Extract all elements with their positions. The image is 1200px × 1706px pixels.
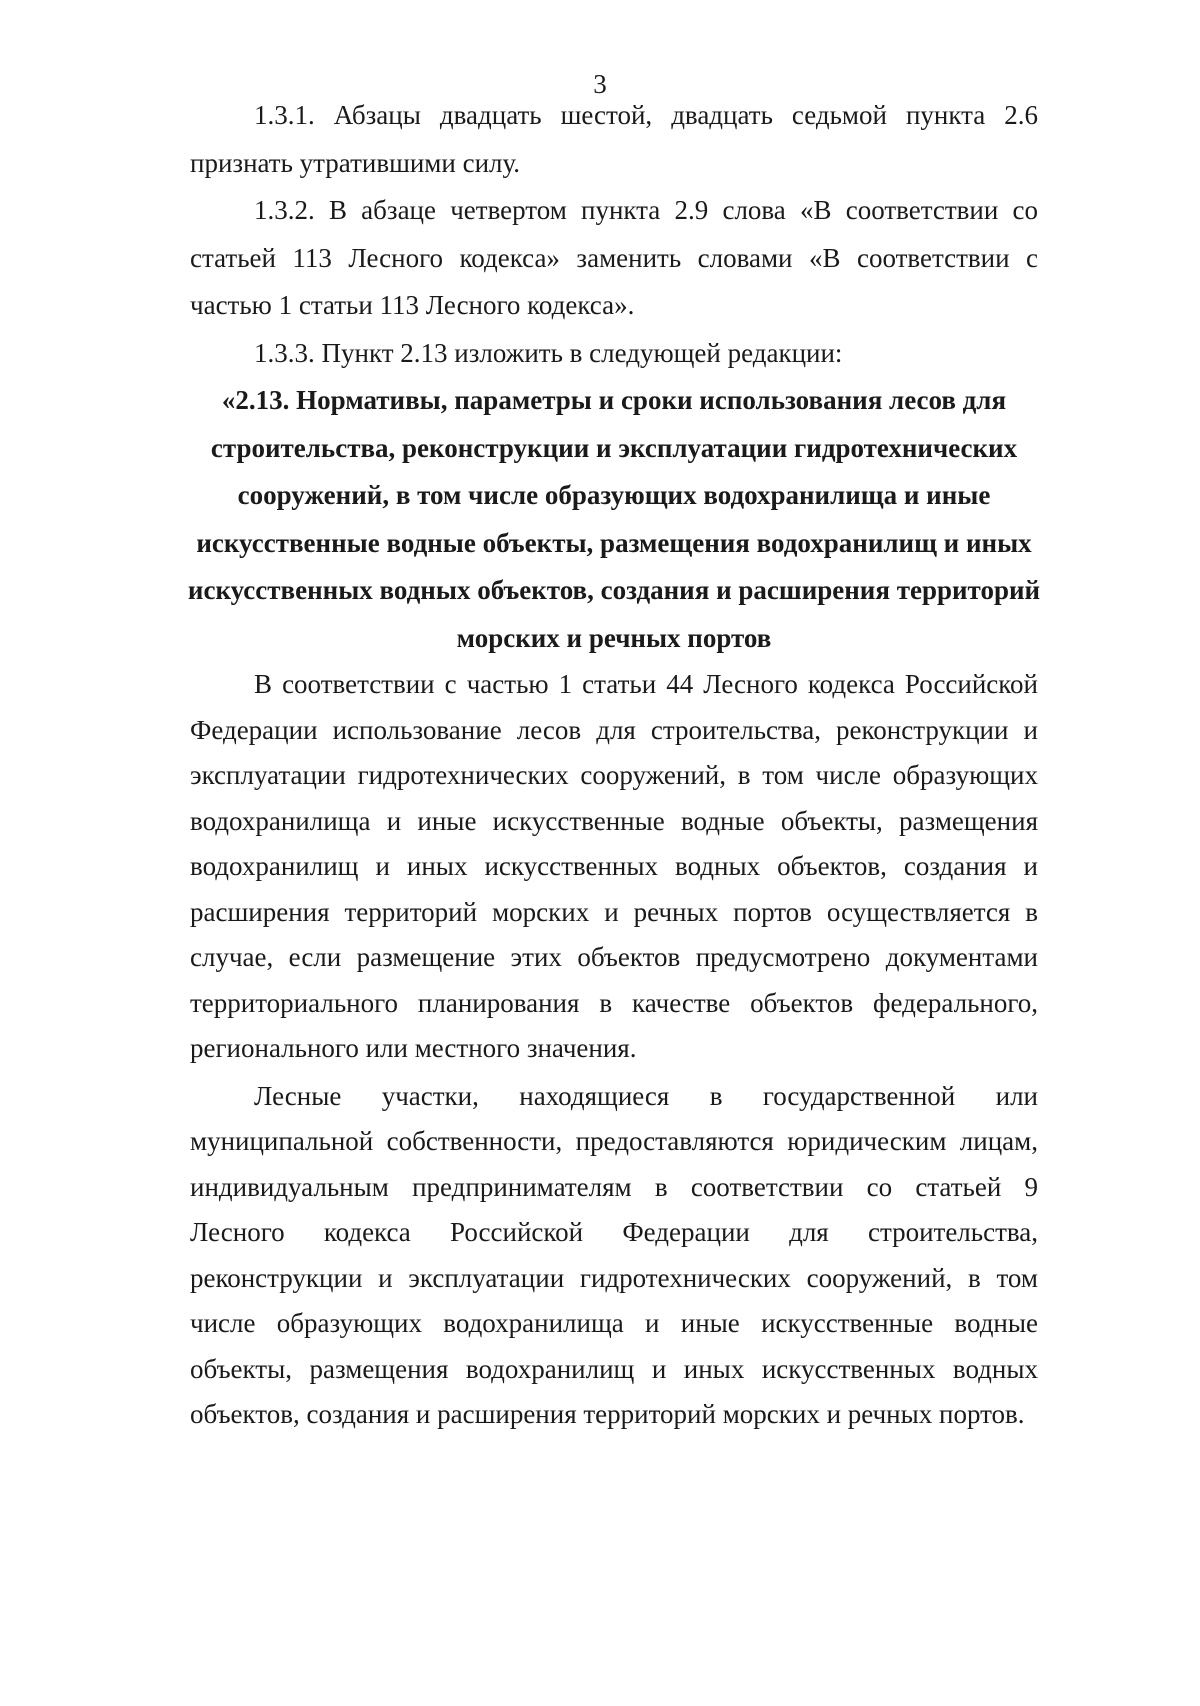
paragraph-forest-plots: Лесные участки, находящиеся в государственной или муниципальной собственности, предоставляются юридическим лицам, индивидуальным предпринимателям в соответствии со статьей 9 Лесного кодекса Российской Федерации для строительства, реконструкции и эксплуатации гидротехнических сооружений, в том числе образующих водохранилища и иные искусственные водные объекты, размещения водохранилищ и иных искусственных водных объектов, создания и расширения территорий морских и речных портов. bbox=[190, 1080, 1038, 1429]
paragraph-forest-use: В соответствии с частью 1 статьи 44 Лесного кодекса Российской Федерации использование лесов для строительства, реконструкции и эксплуатации гидротехнических сооружений, в том числе образующих водохранилища и иные искусственные водные объекты, размещения водохранилищ и иных искусственных водных объектов, создания и расширения территорий морских и речных портов осуществляется в случае, если размещение этих объектов предусмотрено документами территориального планирования в качестве объектов федерального, регионального или местного значения. bbox=[190, 669, 1038, 1063]
page-number: 3 bbox=[593, 69, 607, 99]
section-heading-2-13: «2.13. Нормативы, параметры и сроки использования лесов для строительства, реконструкции и эксплуатации гидротехнических сооружений, в том числе образующих водохранилища и иные искусственные водные объекты, размещения водохранилищ и иных искусственных водных объектов, создания и расширения территорий морских и речных портов bbox=[187, 385, 1041, 653]
paragraph-1-3-1: 1.3.1. Абзацы двадцать шестой, двадцать седьмой пункта 2.6 признать утратившими силу. bbox=[190, 100, 1038, 178]
paragraph-1-3-2: 1.3.2. В абзаце четвертом пункта 2.9 слова «В соответствии со статьей 113 Лесного кодекса» заменить словами «В соответствии с частью 1 статьи 113 Лесного кодекса». bbox=[190, 195, 1038, 320]
document-body bbox=[187, 92, 1041, 1438]
paragraph-1-3-3: 1.3.3. Пункт 2.13 изложить в следующей редакции: bbox=[254, 337, 843, 368]
